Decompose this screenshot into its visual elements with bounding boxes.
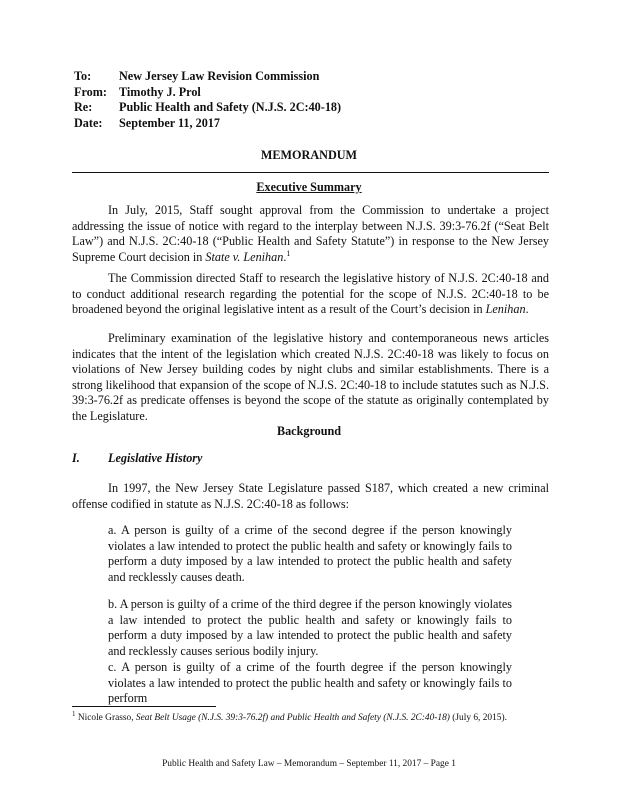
executive-summary-heading-text: Executive Summary xyxy=(256,180,362,194)
to-label: To: xyxy=(74,69,92,83)
background-paragraph-1 xyxy=(72,481,549,512)
summary-p2-end: . xyxy=(525,302,529,317)
to-line xyxy=(74,69,341,85)
re-label: Re: xyxy=(74,100,93,115)
re-value: Public Health and Safety (N.J.S. 2C:40-18) xyxy=(119,100,342,115)
background-p1-text: In 1997, the New Jersey State Legislature passed S187, which created a new criminal offense codified in statute as N.J.S. 2C:40-18 as follows: xyxy=(72,481,549,511)
statute-quote-a: a. A person is guilty of a crime of the second degree if the person knowingly violates a law intended to protect the public health and safety or knowingly fails to perform a duty imposed by a law intended to protect the public health and safety and recklessly causes death. xyxy=(108,523,512,584)
to-value: New Jersey Law Revision Commission xyxy=(119,69,320,83)
case-name-short: Lenihan xyxy=(485,302,526,317)
footnote-title: Seat Belt Usage (N.J.S. 39:3-76.2f) and Public Health and Safety (N.J.S. 2C:40-18) xyxy=(135,713,450,723)
statute-quote-b: b. A person is guilty of a crime of the third degree if the person knowingly violates a law intended to protect the public health and safety or knowingly fails to perform a duty imposed by a law intended to protect the public health and safety and recklessly causes serious bodily injury. xyxy=(108,597,512,658)
footnote-1 xyxy=(72,709,549,723)
footnote-divider xyxy=(72,706,216,707)
section-heading-legislative-history xyxy=(72,451,202,466)
from-label: From: xyxy=(74,84,107,99)
date-line xyxy=(74,116,341,132)
re-line xyxy=(74,100,341,116)
date-label: Date: xyxy=(74,115,103,130)
summary-p3-text: Preliminary examination of the legislative history and contemporaneous news articles indicates that the intent of the legislation which created N.J.S. 2C:40-18 was likely to focus on violations of New Jersey building codes by night clubs and similar establishments. There is a strong likelihood that expansion of the scope of N.J.S. 2C:40-18 to include statutes such as N.J.S. 39:3-76.2f as predicate offenses is beyond the scope of the statute as originally contemplated by the Legislature. xyxy=(72,331,549,423)
summary-p2-text: The Commission directed Staff to research the legislative history of N.J.S. 2C:40-18 and to conduct additional research regarding the potential for the scope of N.J.S. 2C:40-18 to be broadened beyond the original legislative intent as a result of the Court’s decision in xyxy=(72,271,549,317)
memo-header xyxy=(74,69,341,131)
section-number: I. xyxy=(72,451,80,465)
from-line xyxy=(74,85,341,101)
section-title: Legislative History xyxy=(108,451,203,465)
background-heading: Background xyxy=(276,424,342,438)
footnote-date: (July 6, 2015). xyxy=(449,713,507,723)
header-divider xyxy=(72,172,549,173)
summary-paragraph-1 xyxy=(72,203,549,265)
summary-p1-end: . xyxy=(283,249,287,264)
date-value: September 11, 2017 xyxy=(119,115,220,130)
executive-summary-heading xyxy=(0,180,618,195)
footnote-number: 1 xyxy=(72,709,76,718)
footnote-author: Nicole Grasso, xyxy=(75,713,136,723)
statute-quote-c: c. A person is guilty of a crime of the fourth degree if the person knowingly violates a law intended to protect the public health and safety or knowingly fails to perform xyxy=(108,660,512,706)
summary-p1-text: In July, 2015, Staff sought approval from the Commission to undertake a project addressing the issue of notice with regard to the interplay between N.J.S. 39:3-76.2f (“Seat Belt Law”) and N.J.S. 2C:40-18 (“Public Health and Safety Statute”) in response to the New Jersey Supreme Court decision in xyxy=(72,203,549,264)
summary-paragraph-3 xyxy=(72,331,549,425)
case-name-lenihan: State v. Lenihan xyxy=(205,249,284,264)
page-footer: Public Health and Safety Law – Memorandum – September 11, 2017 – Page 1 xyxy=(162,759,456,769)
footnote-ref-1[interactable]: 1 xyxy=(286,248,291,258)
memo-title: MEMORANDUM xyxy=(260,148,358,162)
summary-paragraph-2 xyxy=(72,271,549,318)
from-value: Timothy J. Prol xyxy=(119,84,201,99)
